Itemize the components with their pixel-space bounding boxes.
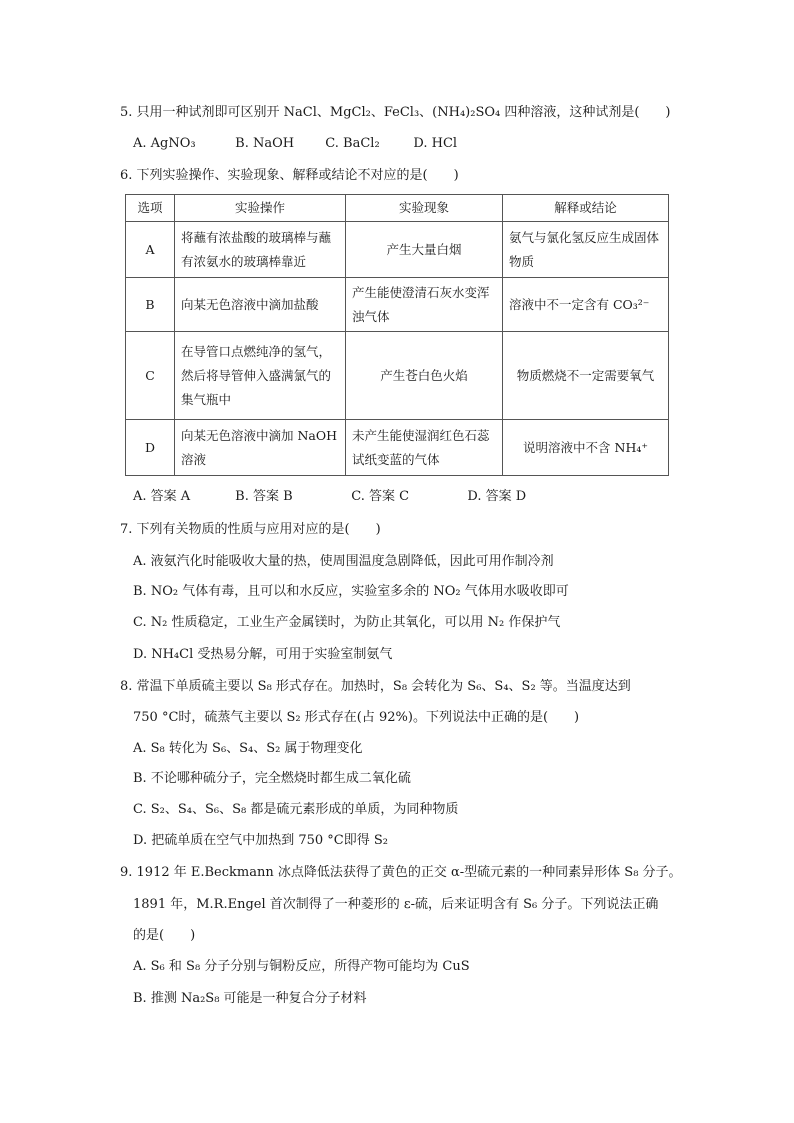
table-header-row — [126, 195, 669, 222]
q9-stem-line-3: 的是( ) — [133, 928, 196, 943]
q7-option-a: A. 液氨汽化时能吸收大量的热，使周围温度急剧降低，因此可用作制冷剂 — [133, 554, 554, 569]
q6-stem: 6. 下列实验操作、实验现象、解释或结论不对应的是( ) — [120, 168, 459, 183]
row-option: D — [126, 420, 175, 476]
q8-option-c: C. S₂、S₄、S₆、S₈ 都是硫元素形成的单质，为同种物质 — [133, 802, 459, 817]
table-row — [126, 420, 669, 476]
q7-option-b: B. NO₂ 气体有毒，且可以和水反应，实验室多余的 NO₂ 气体用水吸收即可 — [133, 584, 569, 599]
q6-option-c: C. 答案 C — [351, 489, 410, 504]
q8-stem-line-2: 750 °C时，硫蒸气主要以 S₂ 形式存在(占 92%)。下列说法中正确的是( ) — [133, 710, 580, 725]
row-option: C — [126, 332, 175, 420]
q7-option-d: D. NH₄Cl 受热易分解，可用于实验室制氨气 — [133, 647, 393, 662]
q8-stem-line-1: 8. 常温下单质硫主要以 S₈ 形式存在。加热时，S₈ 会转化为 S₆、S₄、S₂ 等。当温度达到 — [120, 679, 631, 694]
row-explanation: 说明溶液中不含 NH₄⁺ — [503, 420, 669, 476]
row-operation: 将蘸有浓盐酸的玻璃棒与蘸有浓氨水的玻璃棒靠近 — [175, 222, 346, 278]
q5-option-b: B. NaOH — [235, 136, 295, 151]
row-option: B — [126, 278, 175, 332]
q6-option-b: B. 答案 B — [235, 489, 293, 504]
q5-stem: 5. 只用一种试剂即可区别开 NaCl、MgCl₂、FeCl₃、(NH₄)₂SO₄ 四种溶液，这种试剂是( ) — [120, 105, 671, 120]
q6-option-d: D. 答案 D — [467, 489, 527, 504]
q9-stem-line-2: 1891 年，M.R.Engel 首次制得了一种菱形的 ε-硫，后来证明含有 S₆ 分子。下列说法正确 — [133, 897, 659, 912]
q6-option-a: A. 答案 A — [133, 489, 191, 504]
row-phenomenon: 产生能使澄清石灰水变浑浊气体 — [346, 278, 503, 332]
row-operation: 向某无色溶液中滴加盐酸 — [175, 278, 346, 332]
row-phenomenon: 产生苍白色火焰 — [346, 332, 503, 420]
q8-option-b: B. 不论哪种硫分子，完全燃烧时都生成二氧化硫 — [133, 771, 411, 786]
row-explanation: 氨气与氯化氢反应生成固体物质 — [503, 222, 669, 278]
row-phenomenon: 未产生能使湿润红色石蕊试纸变蓝的气体 — [346, 420, 503, 476]
q7-stem: 7. 下列有关物质的性质与应用对应的是( ) — [120, 522, 381, 537]
q5-option-a: A. AgNO₃ — [133, 136, 196, 151]
q5-option-c: C. BaCl₂ — [325, 136, 380, 151]
row-operation: 在导管口点燃纯净的氢气，然后将导管伸入盛满氯气的集气瓶中 — [175, 332, 346, 420]
table-row — [126, 332, 669, 420]
q6-options — [133, 489, 526, 505]
table-row — [126, 278, 669, 332]
q5-options — [133, 136, 457, 152]
q5-option-d: D. HCl — [413, 136, 458, 151]
header-explanation: 解释或结论 — [503, 195, 669, 222]
header-phenomenon: 实验现象 — [346, 195, 503, 222]
q8-option-a: A. S₈ 转化为 S₆、S₄、S₂ 属于物理变化 — [133, 741, 363, 756]
row-explanation: 溶液中不一定含有 CO₃²⁻ — [503, 278, 669, 332]
q6-table — [125, 194, 669, 476]
header-operation: 实验操作 — [175, 195, 346, 222]
header-option: 选项 — [126, 195, 175, 222]
q9-stem-line-1: 9. 1912 年 E.Beckmann 冰点降低法获得了黄色的正交 α-型硫元素的一种同素异形体 S₈ 分子。 — [120, 865, 682, 880]
q7-option-c: C. N₂ 性质稳定，工业生产金属镁时，为防止其氧化，可以用 N₂ 作保护气 — [133, 615, 561, 630]
row-phenomenon: 产生大量白烟 — [346, 222, 503, 278]
q9-option-b: B. 推测 Na₂S₈ 可能是一种复合分子材料 — [133, 991, 367, 1006]
row-operation: 向某无色溶液中滴加 NaOH 溶液 — [175, 420, 346, 476]
q8-option-d: D. 把硫单质在空气中加热到 750 °C即得 S₂ — [133, 833, 388, 848]
q9-option-a: A. S₆ 和 S₈ 分子分别与铜粉反应，所得产物可能均为 CuS — [133, 959, 470, 974]
row-option: A — [126, 222, 175, 278]
row-explanation: 物质燃烧不一定需要氧气 — [503, 332, 669, 420]
table-row — [126, 222, 669, 278]
